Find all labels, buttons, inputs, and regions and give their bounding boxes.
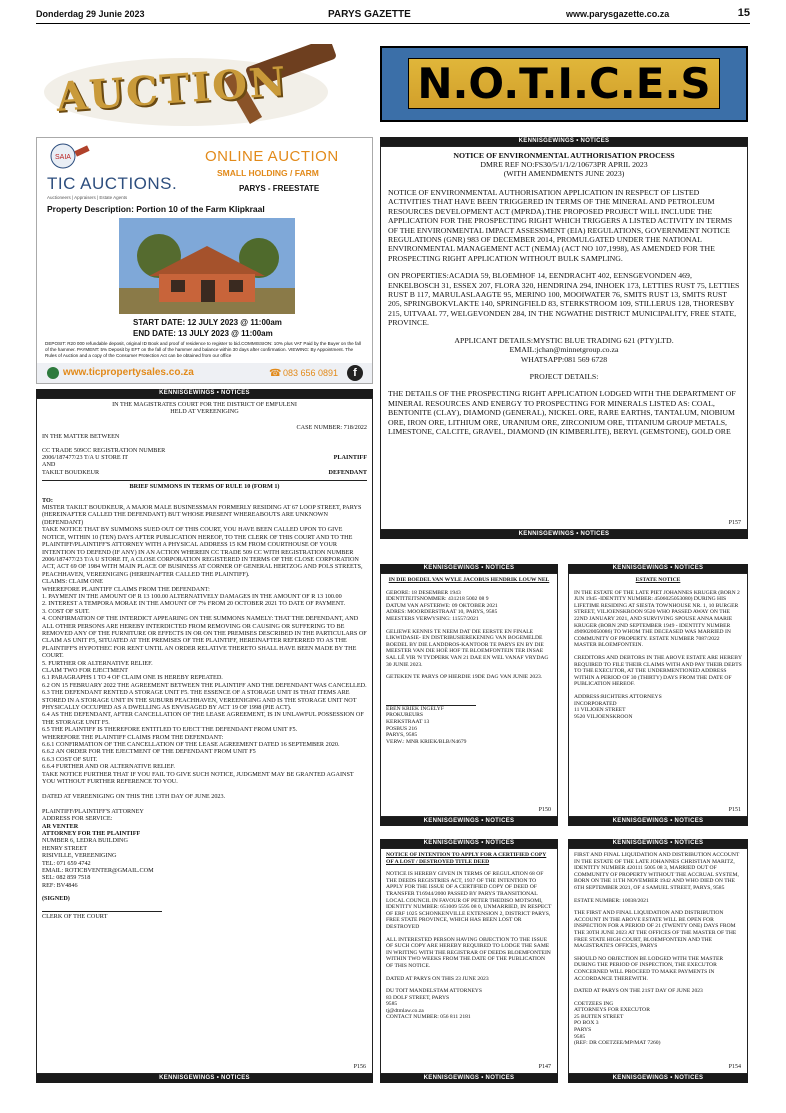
section-bar: KENNISGEWINGS • NOTICES: [568, 1074, 748, 1083]
court-ref-code: P156: [353, 1064, 366, 1070]
tic-brand-sub: Auctioneers | Appraisers | Estate Agents: [47, 195, 128, 200]
env-title: NOTICE OF ENVIRONMENTAL AUTHORISATION PROCESS: [453, 151, 675, 160]
attorney-name: AR VENTER: [42, 822, 79, 830]
boedel-signed: GETEKEN TE PARYS OP HIERDIE 19DE DAG VAN JUNIE 2023.: [386, 674, 543, 681]
env-project-heading: PROJECT DETAILS:: [529, 371, 599, 381]
auction-advertisement: [36, 137, 373, 384]
section-bar: KENNISGEWINGS • NOTICES: [568, 817, 748, 826]
property-description: Property Description: Portion 10 of the Farm Klipkraal: [47, 204, 265, 214]
summons-title: BRIEF SUMMONS IN TERMS OF RULE 10 (FORM 1): [42, 480, 367, 490]
section-bar: KENNISGEWINGS • NOTICES: [380, 817, 558, 826]
section-bar: KENNISGEWINGS • NOTICES: [380, 1074, 558, 1083]
section-bar: KENNISGEWINGS • NOTICES: [380, 137, 748, 146]
env-paragraph-2: ON PROPERTIES:ACADIA 59, BLOEMHOF 14, EENDRACHT 402, EENSGEVONDEN 469, ENKELBOSCH 31, ESSEX 207, FLORA 320, HENDRINA 294, INHOEK 173, LETTIES RUST 75, LETTIES RUST B 117, MARULASLAAGTE 95, MERINO 100, MOOIWATER 76, SMITS RUST 13, SMITS RUST 205, SPRINGBOKVLAKTE 140, SPRINGFIELD 83, STERKSTROOM 109, STILLERUS 128, THORESBY 215, UITVAAL 77, WELGEVONDEN 284, IN THE NGWATHE DISTRICT MUNICIPALITY, FREE STATE, PROVINCE.: [388, 271, 740, 328]
parties: CC TRADE 509CC REGISTRATION NUMBER 2006/187477/23 T/A U STORE IT AND TAKILT BOUDKEUR: [42, 446, 166, 476]
section-bar: KENNISGEWINGS • NOTICES: [36, 389, 373, 398]
env-ref: DMRE REF NO:FS30/5/1/1/2/10673PR APRIL 2023: [480, 160, 648, 169]
deeds-body-1: NOTICE IS HEREBY GIVEN IN TERMS OF REGULATION 68 OF THE DEEDS REGISTRIES ACT, 1937 OF THE INTENTION TO APPLY FOR THE ISSUE OF A CERTIFIED COPY OF DEED OF TRANSFER T16944/2000 PASSED BY PARYS TRANSITIONAL LOCAL COUNCIL IN FAVOUR OF PETER THEDISO MOTSOMI, IDENTITY NUMBER: 651009 5595 08 0, UNMARRIED, IN RESPECT OF ERF 1025 SCHONKENVILLE EXTENSION 2, DISTRICT PARYS, FREE STATE PROVINCE, WHICH HAS BEEN LOST OR DESTROYED: [386, 871, 552, 930]
auction-heading: ONLINE AUCTION: [205, 148, 339, 165]
deeds-title: NOTICE OF INTENTION TO APPLY FOR A CERTIFIED COPY OF A LOST / DESTROYED TITLE DEED: [386, 852, 547, 865]
section-bar: KENNISGEWINGS • NOTICES: [380, 839, 558, 848]
end-date: END DATE: 13 JULY 2023 @ 11:00am: [133, 329, 273, 338]
auction-website[interactable]: www.ticpropertysales.co.za: [63, 367, 194, 378]
env-ref-code: P157: [728, 520, 741, 526]
svg-text:SAIA: SAIA: [55, 154, 71, 161]
boedel-notice: [380, 573, 558, 817]
section-bar: KENNISGEWINGS • NOTICES: [568, 839, 748, 848]
summons-body: MISTER TAKILT BOUDKEUR, A MAJOR MALE BUSINESSMAN FORMERLY RESIDING AT 67 LOOP STREET, PARYS (HEREINAFTER CALLED THE DEFENDANT) BUT WHOSE PRESENT WHEREABOUTS ARE UNKNOWN (DEFENDANT) TAKE NOTICE THAT BY SUMMONS SUED OUT OF THIS COURT, YOU HAVE BEEN CALLED UPON TO GIVE NOTICE, WITHIN 10 (TEN) DAYS AFTER PUBLICATION HEREOF, TO THE CLERK OF THIS COURT AND TO THE PLAINTIFF/PLAINTIFF'S ATTORNEY WITH A PHYSICAL ADDRESS 15 KM FROM COURTHOUSE OF YOUR INTENTION TO DEFEND (IF ANY) IN AN ACTION WHEREIN CC TRADE 509 CC WITH REGISTRATION NUMBER 2006/187477/23 T/A U STORE IT, A CLOSE CORPORATION REGISTERED IN TERMS OF THE CLOSE CORPORATION ACT, ACT 69 OF 1984 WITH MAIN PLACE OF BUSINESS AT CORNER OF GENERAL HERTZOG AND POLS STREETS, PEACHHAVEN, VEREENIGING (HEREINAFTER CALLED THE PLAINTIFF). CLAIMS: CLAIM ONE WHEREFORE PLAINTIFF CLAIMS FROM THE DEFENDANT: 1. PAYMENT IN THE AMOUNT OF R 13 100.00 ALTERNATIVELY DAMAGES IN THE AMOUNT OF R 13 100.00 2. INTEREST A TEMPORA MORAE IN THE AMOUNT OF 7% FROM 20 OCTOBER 2021 TO DATE OF PAYMENT. 3. COST OF SUIT. 4. CONFIRMATION OF THE INTERDICT APPEARING ON THE SUMMONS NAMELY: THAT THE DEFENDANT, AND ALL OTHER PERSONS ARE HEREBY INTERDICTED FROM REMOVING OR CAUSING OR SUFFERING TO BE REMOVED ANY OF THE FURNITURE OR EFFECTS IN OR ON THE PREMISES DESCRIBED IN THE PARTICULARS OF CLAIM AS UNIT F5, SITUATED AT THE PREMISES OF THE PLAINTIFF, HEREINAFTER REFERRED TO AS THE PLAINTIFF'S HYPOTHEC FOR RENT UNTIL AN ORDER RELATIVE THERETO SHALL HAVE BEEN MADE BY THE COURT. 5. FURTHER OR ALTERNATIVE RELIEF. CLAIM TWO FOR EJECTMENT 6.1 PARAGRAPHS 1 TO 4 OF CLAIM ONE IS HEREBY REPEATED. 6.2 ON 15 FEBRUARY 2022 THE AGREEMENT BETWEEN THE PLAINTIFF AND THE DEFENDANT WAS CANCELLED. 6.3 THE DEFENDANT RENTED A STORAGE UNIT F5. THE ESSENCE OF A STORAGE UNIT IS THAT ITEMS ARE STORED IN A STORAGE UNIT IN THE SUBURB PEACHHAVEN, VEREENIGING AND IS THE STORAGE UNIT NOT PHYSICALLY OCCUPIED AS A DWELLING AS ENVISAGED BY ACT 19 OF 1998 (PIE ACT). 6.4 AS THE DEFENDANT, AFTER CANCELLATION OF THE LEASE AGREEMENT, IS IN UNLAWFUL POSSESSION OF THE STORAGE UNIT F5. 6.5 THE PLAINTIFF IS THEREFORE ENTITLED TO EJECT THE DEFENDANT FROM UNIT F5. WHEREFORE THE PLAINTIFF CLAIMS FROM THE DEFENDANT: 6.6.1 CONFIRMATION OF THE CANCELLATION OF THE LEASE AGREEMENT DATED 16 SEPTEMBER 2020. 6.6.2 AN ORDER FOR THE EJECTMENT OF THE DEFENDANT FROM UNIT F5 6.6.3 COST OF SUIT. 6.6.4 FURTHER AND OR ALTERNATIVE RELIEF. TAKE NOTICE FURTHER THAT IF YOU FAIL TO GIVE SUCH NOTICE, JUDGMENT MAY BE GRANTED AGAINST YOU WITHOUT FURTHER REFERENCE TO YOU. DATED AT VEREENIGING ON THIS THE 13TH DAY OF JUNE 2023. PLAINTIFF/PLAINTIFF'S ATTORNEY ADDRESS FOR SERVICE:: [42, 504, 367, 823]
liquidation-ref-code: P154: [728, 1064, 741, 1070]
deeds-body-2: ALL INTERESTED PERSON HAVING OBJECTION TO THE ISSUE OF SUCH COPY ARE HEREBY REQUIRED TO LODGE THE SAME IN WRITING WITH THE REGISTRAR OF DEEDS BLOEMFONTEIN WITHIN TWO WEEKS FROM THE DATE OF THE PUBLICATION OF THIS NOTICE.: [386, 936, 551, 969]
section-bar: KENNISGEWINGS • NOTICES: [380, 564, 558, 573]
liquidation-body-1: FIRST AND FINAL LIQUIDATION AND DISTRIBUTION ACCOUNT IN THE ESTATE OF THE LATE JOHANNES CHRISTIAN MARITZ, IDENTITY NUMBER 420111 5005 08 3, MARRIED OUT OF COMMUNITY OF PROPERTY WITHOUT THE ACCRUAL SYSTEM, BORN ON THE 11TH NOVEMBER 1942 AND WHO DIED ON THE 6TH SEPTEMBER 2021, OF 4 SAMUEL STREET, PARYS, 9585: [574, 852, 740, 891]
page-header: [36, 6, 750, 24]
notices-banner: [380, 46, 748, 122]
liquidation-body-3: THE FIRST AND FINAL LIQUIDATION AND DISTRIBUTION ACCOUNT IN THE ABOVE ESTATE WILL BE OPEN FOR INSPECTION FOR A PERIOD OF 21 (TWENTY ONE) DAYS FROM THE 30TH JUNE 2023 AT THE OFFICES OF THE MASTER OF THE FREE STATE HIGH COURT, BLOEMFONTEIN AND THE MAGISTRATE'S OFFICES, PARYS: [574, 910, 737, 950]
auction-banner: [36, 44, 374, 130]
section-bar: KENNISGEWINGS • NOTICES: [568, 564, 748, 573]
auction-phone[interactable]: 083 656 0891: [283, 368, 339, 378]
tic-brand: TIC AUCTIONS.: [47, 174, 178, 193]
boedel-body: GELIEWE KENNIS TE NEEM DAT DIE EERSTE EN FINALE LIKWIDASIE- EN DISTRIBUSIEREKENING VAN BOGEMELDE BOEDEL BY DIE LANDDROS-KANTOOR TE PARYS EN BY DIE MEESTER VAN DIE HOË HOF TE BLOEMFONTEIN TER INSAE SAL LÊ VIR 'N TYDPERK VAN 21 DAE EN WEL VANAF VRYDAG 30 JUNIE 2023.: [386, 628, 549, 668]
auction-footer: [37, 363, 373, 384]
liquidation-body-4: SHOULD NO OBJECTION BE LODGED WITH THE MASTER DURING THE PERIOD OF INSPECTION, THE EXECUTOR CONCERNED WILL PROCEED TO MAKE PAYMENTS IN ACCORDANCE THEREWITH.: [574, 955, 724, 982]
env-applicant: APPLICANT DETAILS:MYSTIC BLUE TRADING 621 (PTY)LTD.: [454, 335, 674, 345]
defendant-role: DEFENDANT: [328, 468, 367, 476]
tic-logo: [47, 142, 91, 177]
auction-terms: DEPOSIT: R20 000 refundable deposit, original ID Book and proof of residence to register to bid.COMMISSION: 10% plus VAT Paid by the Buyer on the fall of the hammer. PAYMENT: 5% Deposit by EFT on the fall of the hammer and balance within 30 days after confirmation. VIEWING: By Appointment. The Rules of Auction and a copy of the Consumer Protection Act can be obtained from our office: [45, 341, 361, 358]
boedel-title: IN DIE BOEDEL VAN WYLE JACOBUS HENDRIK LOUW NEL: [388, 577, 550, 583]
section-bar: KENNISGEWINGS • NOTICES: [380, 530, 748, 539]
attorney-address: NUMBER 6, LEDRA BUILDING HENRY STREET RISIVILLE, VEREENIGING TEL: 071 659 4742 EMAIL: ROTICBVENTER@GMAIL.COM SEL: 082 859 7518 REF: BV4846: [42, 837, 154, 889]
boedel-attorneys: EBEN KRIEK INGELYF PROKUREURS KERKSTRAAT 13 POSBUS 216 PARYS, 9585 VERW.: MNR KRIEK/BLB/N4679: [386, 705, 467, 745]
env-whatsapp: WHATSAPP:081 569 6728: [520, 354, 608, 364]
start-date: START DATE: 12 JULY 2023 @ 11:00am: [133, 318, 282, 327]
website-link[interactable]: www.parysgazette.co.za: [566, 9, 670, 19]
estate-title: ESTATE NOTICE: [635, 577, 681, 583]
to-label: TO:: [42, 496, 53, 504]
issue-date: Donderdag 29 Junie 2023: [36, 9, 145, 19]
auction-banner-text: AUCTION: [54, 57, 289, 122]
env-paragraph-3: THE DETAILS OF THE PROSPECTING RIGHT APPLICATION LODGED WITH THE DEPARTMENT OF MINERAL RESOURCES AND ENERGY TO PROSPECTING FOR MINERALS LISTED AS: COAL, BENTONITE (CLAY), DIAMOND (GENERAL), NICKEL ORE, RARE EARTHS, TANTALUM, NIOBIUM ORE, IRON ORE, LITHIUM ORE, URANIUM ORE, ZIRCONIUM ORE, TITANIUM GROUP METALS, LIMESTONE, CALCITE, GRAVEL, DIAMOND (IN KIMBERLITE), BERYL (GEMSTONE), GOLD ORE: [388, 389, 736, 436]
property-photo: [119, 218, 295, 314]
env-paragraph-1: NOTICE OF ENVIRONMENTAL AUTHORISATION APPLICATION IN RESPECT OF LISTED ACTIVITIES THAT HAVE BEEN TRIGGERED IN TERMS OF THE MINERAL AND PETROLEUM RESOURCES DEVELOPMENT ACT (MPRDA).THE PROPOSED PROJECT WILL INCLUDE THE APPLICATION FOR THE PROSPECTING RIGHT WHICH TRIGGERS A LISTED ACTIVITY IN TERMS OF THE ENVIRONMENTAL IMPACT ASSESSMENT (EIA) REGULATIONS, GOVERNMENT NOTICE REGULATIONS (GNR) 983 OF DECEMBER 2014, PROMULGATED UNDER THE NATIONAL ENVIRONMENTAL MANAGEMENT ACT (NEMA) (ACT NO 107,1998), AS AMENDED FOR THE PROSPECTING RIGHT APPLICATION WITHOUT BULK SAMPLING.: [388, 188, 733, 263]
deeds-attorneys: DU TOIT MANDELSTAM ATTORNEYS 83 DOLF STREET, PARYS 9585 tj@dtmlaw.co.za CONTACT NUMBER: 056 811 2181: [386, 988, 482, 1021]
title-deed-notice: [380, 848, 558, 1074]
boedel-ref-code: P150: [538, 807, 551, 813]
case-number: CASE NUMBER: 718/2022: [296, 423, 367, 431]
env-email[interactable]: EMAIL:jchan@minnetgroup.co.za: [509, 345, 619, 355]
env-authorisation-notice: [380, 146, 748, 530]
estate-address: ADDRESS:RICHTERS ATTORNEYS INCORPORATED 11 VILJOEN STREET 9520 VILJOENSKROON: [574, 693, 662, 720]
phone-icon: ☎: [269, 368, 282, 379]
court-summons-notice: [36, 398, 373, 1074]
section-bar: KENNISGEWINGS • NOTICES: [36, 1074, 373, 1083]
env-amendment: (WITH AMENDMENTS JUNE 2023): [503, 169, 625, 178]
estate-body-1: IN THE ESTATE OF THE LATE PIET JOHANNES KRUGER (BORN 2 JUN 1945 -IDENTITY NUMBER: 4506025053080) DURING HIS LIFETIME RESIDING AT SIESTA TOWNHOUSE NR. 1, 10 BURGER STREET, VILJOENSKROON 9520 WHO PASSED AWAY ON THE 22ND JANUARY 2021, AND SURVIVING SPOUSE ANNA MARIE KRUGER (BORN 2ND SEPTEMBER 1949 - IDENTITY NUMBER 4909020050086) TO WHOM THE DECEASED WAS MARRIED IN COMMUNITY OF PROPERTY. ESTATE NUMBER 7087/2022 MASTER BLOEMFONTEIN.: [574, 589, 740, 649]
estate-body-2: CREDITORS AND DEBTORS IN THE ABOVE ESTATE ARE HEREBY REQUIRED TO FILE THEIR CLAIMS WITH AND PAY THEIR DEBTS TO THE EXECUTOR, AT THE UNDERMENTIONED ADDRESS WITHIN A PERIOD OF 30 (THIRTY) DAYS FROM THE DATE OF PUBLICATION HEREOF.: [574, 654, 742, 688]
signed-label: (SIGNED): [42, 895, 70, 903]
liquidation-attorneys: COETZEES ING ATTORNEYS FOR EXECUTOR 25 BUITEN STREET PO BOX 3 PARYS 9585 (REF: DR COETZEE/MP/MAT 7260): [574, 1000, 661, 1047]
auction-sub1: SMALL HOLDING / FARM: [217, 168, 319, 178]
auction-sub2: PARYS - FREESTATE: [239, 184, 320, 193]
facebook-icon: f: [347, 365, 363, 381]
estate-notice: [568, 573, 748, 817]
clerk-label: CLERK OF THE COURT: [42, 911, 162, 920]
newspaper-name: PARYS GAZETTE: [328, 9, 411, 20]
matter-between: IN THE MATTER BETWEEN: [42, 433, 120, 441]
attorney-title: ATTORNEY FOR THE PLAINTIFF: [42, 829, 141, 837]
globe-icon: [47, 367, 59, 379]
liquidation-estate-number: ESTATE NUMBER: 10038/2021: [574, 897, 649, 904]
page-number: 15: [737, 7, 750, 19]
boedel-details: GEBORE: 18 DESEMBER 1943 IDENTITEITSNOMMER: 431218 5002 08 9 DATUM VAN AFSTERWE: 09 OKTOBER 2021 ADRES: MOORDERSTRAAT 10, PARYS, 9585 MEESTERS VERWYSING: 11557/2021: [386, 589, 498, 622]
notices-banner-text: N.O.T.I.C.E.S: [408, 58, 719, 109]
estate-ref-code: P151: [728, 807, 741, 813]
liquidation-dated: DATED AT PARYS ON THE 21ST DAY OF JUNE 2023: [574, 988, 703, 995]
liquidation-notice: [568, 848, 748, 1074]
deeds-dated: DATED AT PARYS ON THIS 23 JUNE 2023: [386, 975, 489, 982]
deeds-ref-code: P147: [538, 1064, 551, 1070]
court-name: IN THE MAGISTRATES COURT FOR THE DISTRICT OF EMFULENI HELD AT VEREENIGING: [112, 401, 297, 416]
plaintiff-role: PLAINTIFF: [333, 453, 367, 461]
